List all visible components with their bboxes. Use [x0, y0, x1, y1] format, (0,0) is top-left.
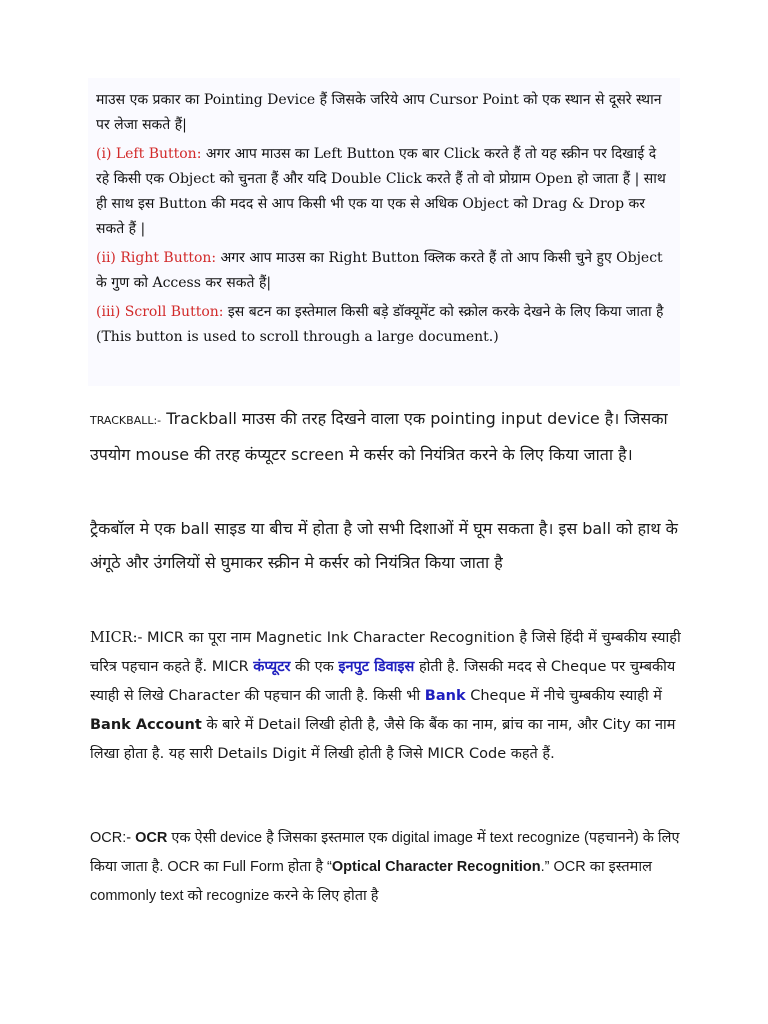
trackball-label: TRACKBALL:- [90, 414, 162, 427]
ocr-text-2: .” OCR का इस्तमाल commonly text को recognize करने के लिए होता है [90, 859, 652, 904]
ocr-bold: OCR [135, 830, 168, 846]
ocr-para [90, 824, 690, 911]
ocr-text-1: एक ऐसी device है जिसका इस्तमाल एक digital image में text recognize (पहचानने) के लिए किया जाता है. OCR का Full Form होता है “ [90, 830, 680, 875]
micr-text-5: के बारे में Detail लिखी होती है, जैसे कि बैंक का नाम, ब्रांच का नाम, और City का नाम लिखा होता है. यह सारी Details Digit में लिखी होती है जिसे MICR Code कहते हैं. [90, 717, 676, 762]
left-button-text: अगर आप माउस का Left Button एक बार Click करते हैं तो यह स्क्रीन पर दिखाई दे रहे किसी एक Object को चुनता हैं और यदि Double Click करते हैं तो वो प्रोग्राम Open हो जाता हैं | साथ ही साथ इस Button की मदद से आप किसी भी एक या एक से अधिक Object को Drag & Drop कर सकते हैं | [96, 146, 666, 237]
ocr-label: OCR:- [90, 830, 132, 846]
left-button-label: (i) Left Button: [96, 146, 202, 162]
computer-link[interactable]: कंप्यूटर [253, 659, 291, 675]
micr-text-1: MICR का पूरा नाम Magnetic Ink Character Recognition है जिसे हिंदी में चुम्बकीय स्याही चरित्र पहचान कहते हैं. MICR [90, 630, 681, 675]
micr-text-2: की एक [290, 659, 339, 675]
bank-account-bold: Bank Account [90, 717, 202, 733]
trackball-text-1: Trackball माउस की तरह दिखने वाला एक pointing input device है। जिसका उपयोग mouse की तरह कंप्यूटर screen मे कर्सर को नियंत्रित करने के लिए किया जाता है। [90, 409, 668, 464]
mouse-buttons-image [88, 78, 680, 386]
scroll-button-para [96, 300, 672, 350]
micr-label: MICR:- [90, 630, 143, 646]
right-button-text: अगर आप माउस का Right Button क्लिक करते हैं तो आप किसी चुने हुए Object के गुण को Access कर सकते हैं| [96, 250, 663, 291]
scroll-button-label: (iii) Scroll Button: [96, 304, 224, 320]
bank-link[interactable]: Bank [424, 688, 466, 704]
intro-text: माउस एक प्रकार का Pointing Device हैं जिसके जरिये आप Cursor Point को एक स्थान से दूसरे स्थान पर लेजा सकते हैं| [96, 92, 662, 133]
trackball-para-1 [90, 402, 690, 472]
micr-text-4: Cheque में नीचे चुम्बकीय स्याही में [465, 688, 662, 704]
input-device-link[interactable]: इनपुट डिवाइस [338, 659, 415, 675]
right-button-para [96, 246, 672, 296]
micr-para [90, 624, 690, 769]
scroll-button-text: इस बटन का इस्तेमाल किसी बड़े डॉक्यूमेंट को स्क्रोल करके देखने के लिए किया जाता है (This button is used to scroll through a large document.) [96, 304, 664, 345]
left-button-para [96, 142, 672, 242]
right-button-label: (ii) Right Button: [96, 250, 217, 266]
micr-text-3: होती है. जिसकी मदद से Cheque पर चुम्बकीय स्याही से लिखे Character की पहचान की जाती है. किसी भी [90, 659, 676, 704]
trackball-para-2: ट्रैकबॉल मे एक ball साइड या बीच में होता है जो सभी दिशाओं में घूम सकता है। इस ball को हाथ के अंगूठे और उंगलियों से घुमाकर स्क्रीन मे कर्सर को नियंत्रित किया जाता है [90, 519, 678, 572]
ocr-fullform-bold: Optical Character Recognition [331, 859, 541, 875]
